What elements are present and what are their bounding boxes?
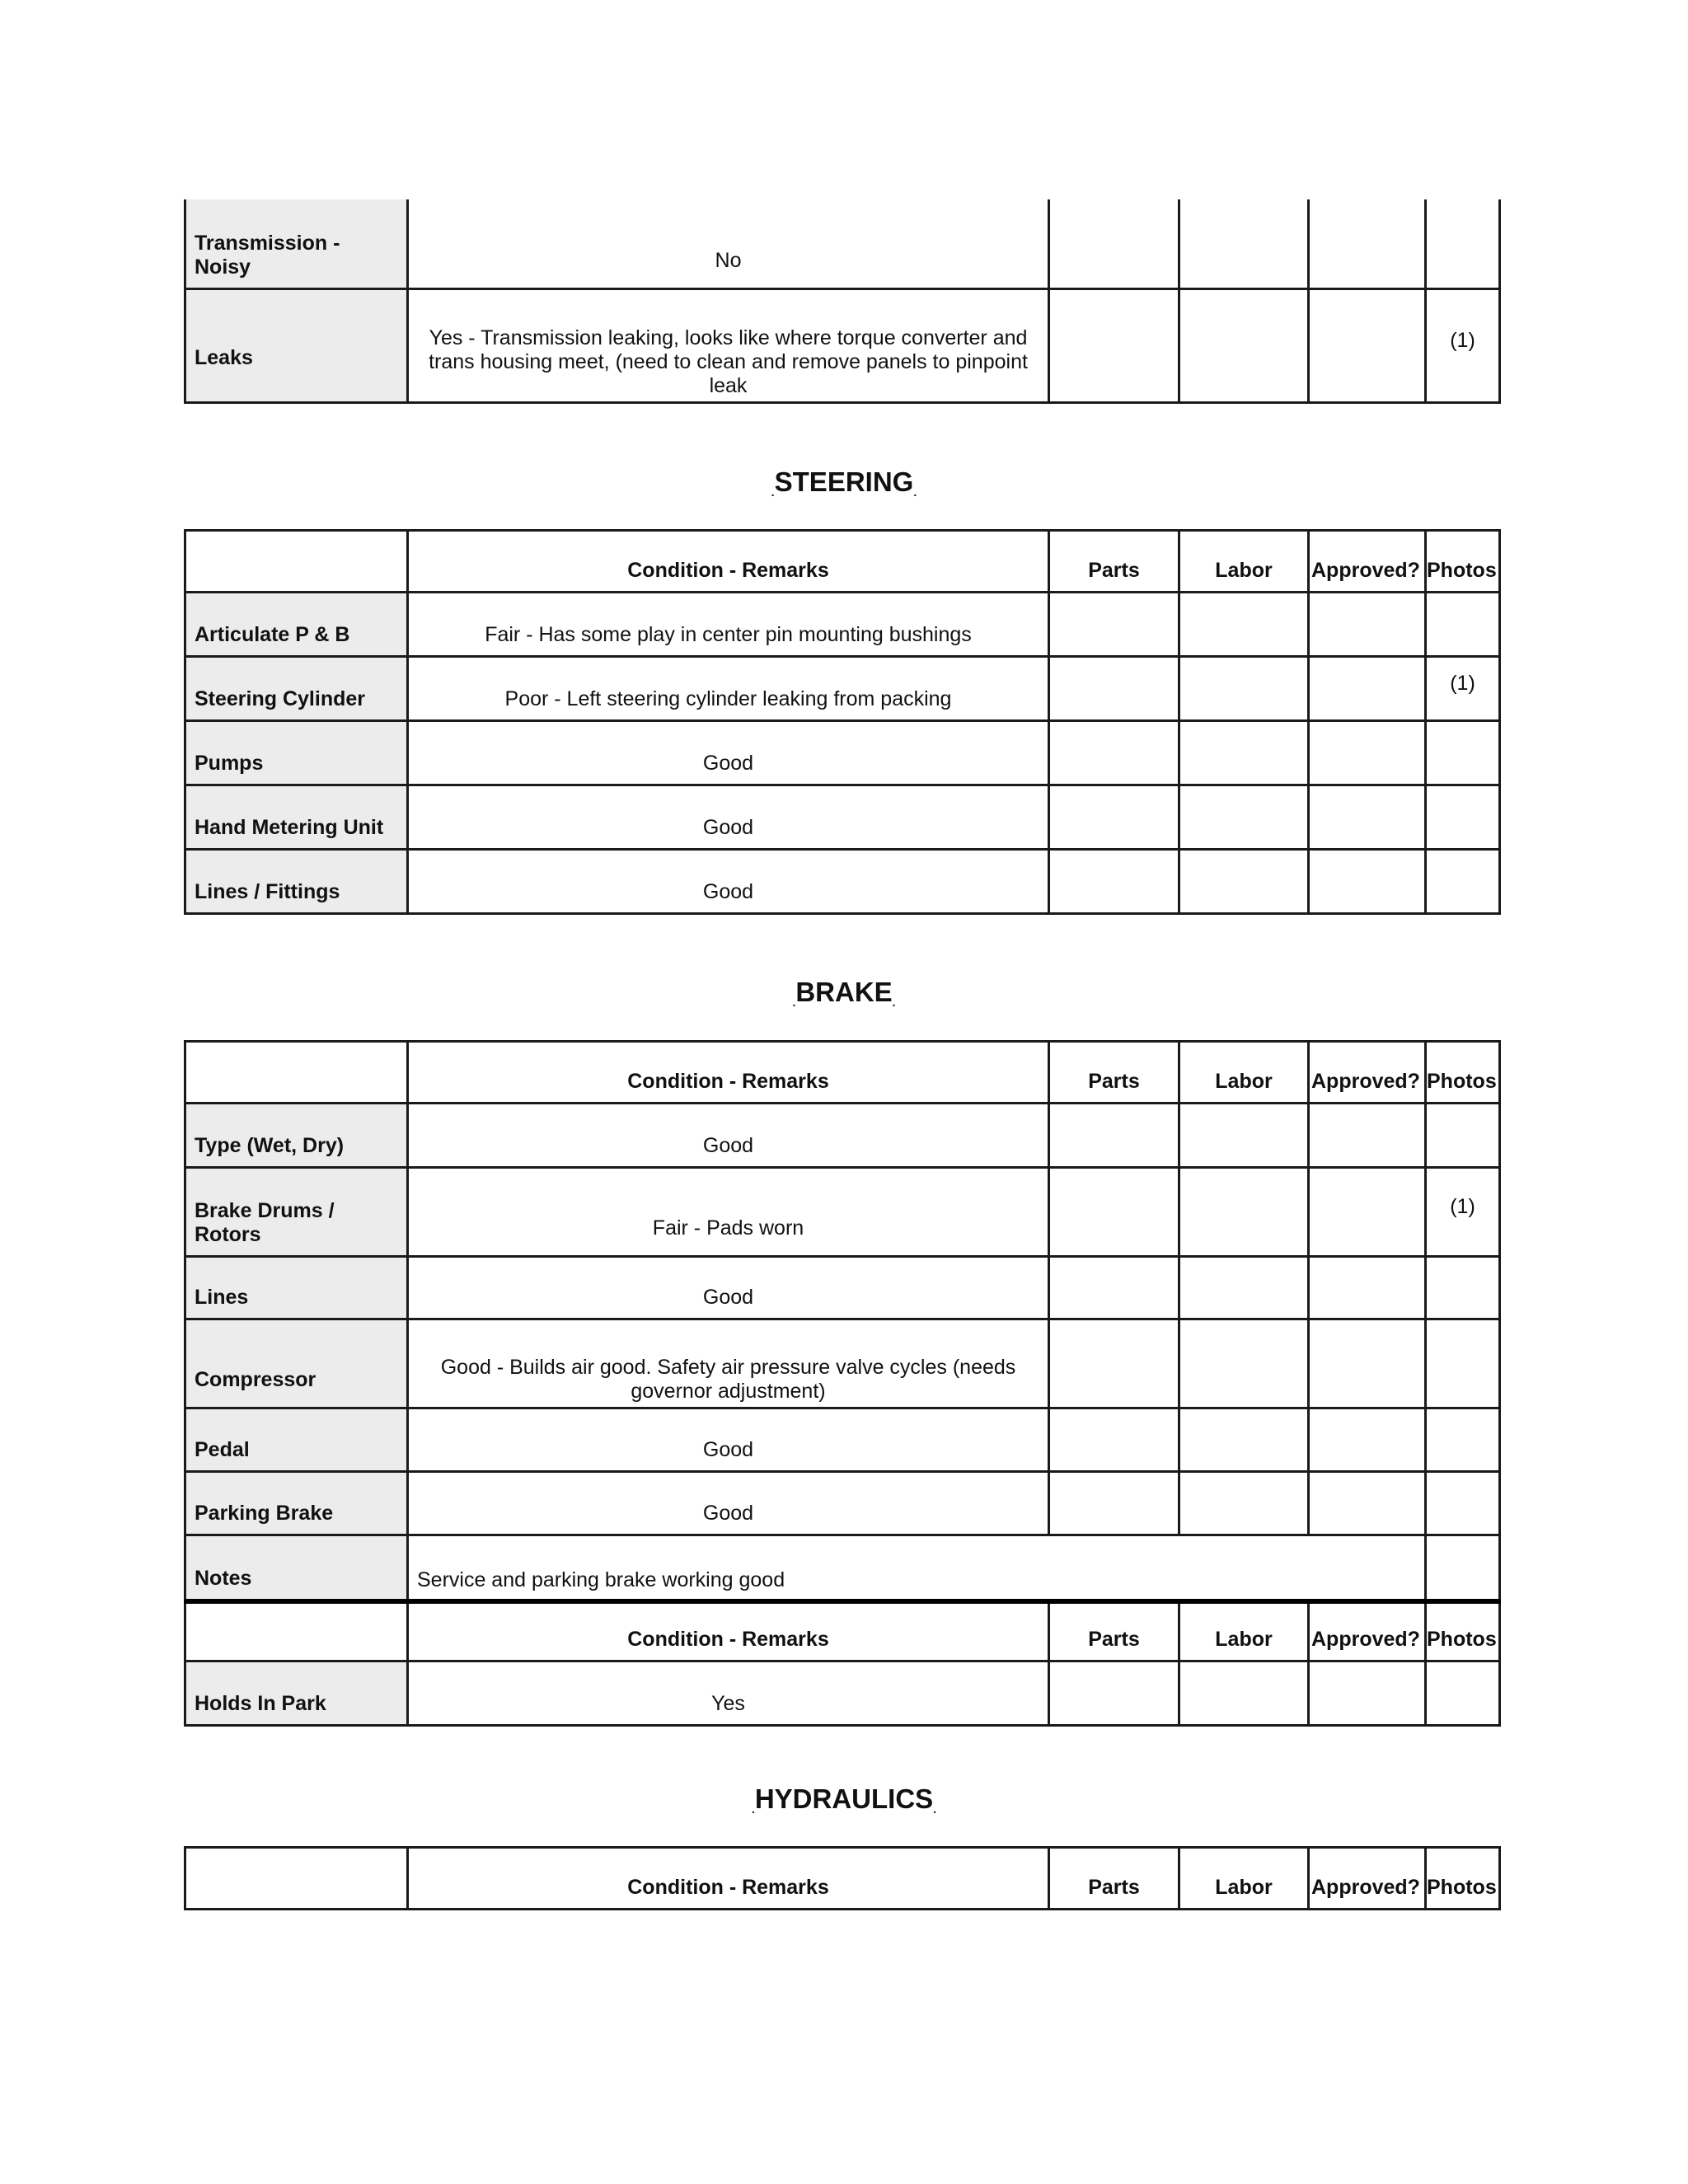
row-label: Holds In Park: [185, 1661, 408, 1726]
approved-header: Approved?: [1309, 531, 1426, 593]
labor-cell: [1179, 1257, 1309, 1319]
labor-cell: [1179, 1408, 1309, 1472]
labor-cell: [1179, 1661, 1309, 1726]
blank-header: [185, 531, 408, 593]
row-label: Lines: [185, 1257, 408, 1319]
approved-cell: [1309, 593, 1426, 657]
approved-cell: [1309, 1319, 1426, 1408]
approved-cell: [1309, 1661, 1426, 1726]
row-label: Pumps: [185, 721, 408, 785]
parts-cell: [1049, 1661, 1179, 1726]
photo-count: (1): [1450, 328, 1475, 352]
row-condition: Good: [408, 721, 1049, 785]
row-label: Type (Wet, Dry): [185, 1104, 408, 1168]
approved-cell: [1309, 657, 1426, 721]
parts-header: Parts: [1049, 1042, 1179, 1104]
photos-cell: [1426, 1408, 1500, 1472]
photos-cell: [1426, 1661, 1500, 1726]
row-label: Parking Brake: [185, 1472, 408, 1535]
parts-cell: [1049, 1319, 1179, 1408]
table-row: [185, 1257, 1500, 1319]
labor-header: Labor: [1179, 1042, 1309, 1104]
photos-cell: [1426, 721, 1500, 785]
approved-header: Approved?: [1309, 1042, 1426, 1104]
parts-cell: [1049, 593, 1179, 657]
row-label: Brake Drums / Rotors: [185, 1168, 408, 1257]
labor-cell: [1179, 721, 1309, 785]
parts-cell: [1049, 721, 1179, 785]
photos-cell: [1426, 1472, 1500, 1535]
approved-cell: [1309, 850, 1426, 914]
labor-cell: [1179, 288, 1309, 402]
photos-header: Photos: [1426, 1042, 1500, 1104]
labor-cell: [1179, 657, 1309, 721]
parts-cell: [1049, 199, 1179, 288]
approved-cell: [1309, 785, 1426, 850]
row-condition: Yes: [408, 1661, 1049, 1726]
table-row: [185, 657, 1500, 721]
photos-cell: [1426, 657, 1500, 721]
blank-header: [185, 1042, 408, 1104]
labor-cell: [1179, 1168, 1309, 1257]
photos-cell: [1426, 288, 1500, 402]
table-row: [185, 1104, 1500, 1168]
table-row: [185, 1472, 1500, 1535]
row-label: Lines / Fittings: [185, 850, 408, 914]
table-row: [185, 1168, 1500, 1257]
table-row: [185, 593, 1500, 657]
parts-cell: [1049, 1257, 1179, 1319]
photos-header: Photos: [1426, 1601, 1500, 1661]
photos-cell: [1426, 1319, 1500, 1408]
row-condition: Yes - Transmission leaking, looks like where torque converter and trans housing meet, (need to clean and remove panels to pinpoint leak: [408, 288, 1049, 402]
parts-cell: [1049, 1408, 1179, 1472]
labor-cell: [1179, 850, 1309, 914]
table-row: [185, 1319, 1500, 1408]
parts-header: Parts: [1049, 1601, 1179, 1661]
parts-header: Parts: [1049, 531, 1179, 593]
approved-cell: [1309, 1104, 1426, 1168]
header-row: [185, 1848, 1500, 1910]
condition-header: Condition - Remarks: [408, 531, 1049, 593]
labor-cell: [1179, 199, 1309, 288]
condition-header: Condition - Remarks: [408, 1848, 1049, 1910]
header-row: [185, 531, 1500, 593]
row-condition: Fair - Pads worn: [408, 1168, 1049, 1257]
notes-text: Service and parking brake working good: [408, 1535, 1426, 1601]
hydraulics-table: [184, 1846, 1501, 1910]
parts-cell: [1049, 1104, 1179, 1168]
row-label: Transmission - Noisy: [185, 199, 408, 288]
row-condition: Good: [408, 1104, 1049, 1168]
photos-cell: [1426, 1535, 1500, 1601]
notes-row: [185, 1535, 1500, 1601]
photos-cell: [1426, 199, 1500, 288]
table-row: [185, 850, 1500, 914]
table-row: [185, 721, 1500, 785]
photos-cell: [1426, 1104, 1500, 1168]
photos-header: Photos: [1426, 531, 1500, 593]
parts-cell: [1049, 850, 1179, 914]
parts-cell: [1049, 785, 1179, 850]
row-condition: Fair - Has some play in center pin mounting bushings: [408, 593, 1049, 657]
steering-table: [184, 529, 1501, 915]
row-condition: Poor - Left steering cylinder leaking from packing: [408, 657, 1049, 721]
labor-header: Labor: [1179, 1601, 1309, 1661]
row-label: Articulate P & B: [185, 593, 408, 657]
photos-cell: [1426, 785, 1500, 850]
table-row: [185, 1661, 1500, 1726]
notes-label: Notes: [185, 1535, 408, 1601]
transmission-table: [184, 199, 1501, 404]
row-condition: Good: [408, 1257, 1049, 1319]
table-row: [185, 288, 1500, 402]
approved-cell: [1309, 1168, 1426, 1257]
photos-header: Photos: [1426, 1848, 1500, 1910]
blank-header: [185, 1848, 408, 1910]
photo-count: (1): [1450, 1195, 1475, 1218]
labor-cell: [1179, 593, 1309, 657]
labor-header: Labor: [1179, 531, 1309, 593]
approved-cell: [1309, 1257, 1426, 1319]
labor-cell: [1179, 1104, 1309, 1168]
row-condition: Good - Builds air good. Safety air pressure valve cycles (needs governor adjustment): [408, 1319, 1049, 1408]
row-label: Pedal: [185, 1408, 408, 1472]
photos-cell: [1426, 593, 1500, 657]
parts-cell: [1049, 1168, 1179, 1257]
parts-cell: [1049, 657, 1179, 721]
approved-header: Approved?: [1309, 1601, 1426, 1661]
row-label: Compressor: [185, 1319, 408, 1408]
header-row: [185, 1601, 1500, 1661]
approved-header: Approved?: [1309, 1848, 1426, 1910]
parts-header: Parts: [1049, 1848, 1179, 1910]
approved-cell: [1309, 199, 1426, 288]
labor-cell: [1179, 785, 1309, 850]
row-condition: Good: [408, 1472, 1049, 1535]
parts-cell: [1049, 1472, 1179, 1535]
section-title-hydraulics: .HYDRAULICS.: [751, 1783, 937, 1816]
section-title-brake: .BRAKE.: [792, 977, 896, 1009]
photos-cell: [1426, 1257, 1500, 1319]
condition-header: Condition - Remarks: [408, 1601, 1049, 1661]
row-label: Leaks: [185, 288, 408, 402]
labor-cell: [1179, 1319, 1309, 1408]
photos-cell: [1426, 850, 1500, 914]
section-title-steering: .STEERING.: [771, 466, 917, 499]
row-condition: Good: [408, 850, 1049, 914]
row-condition: No: [408, 199, 1049, 288]
approved-cell: [1309, 1408, 1426, 1472]
row-condition: Good: [408, 785, 1049, 850]
blank-header: [185, 1601, 408, 1661]
row-label: Hand Metering Unit: [185, 785, 408, 850]
row-condition: Good: [408, 1408, 1049, 1472]
row-label: Steering Cylinder: [185, 657, 408, 721]
approved-cell: [1309, 721, 1426, 785]
approved-cell: [1309, 1472, 1426, 1535]
parts-cell: [1049, 288, 1179, 402]
photos-cell: [1426, 1168, 1500, 1257]
table-row: [185, 1408, 1500, 1472]
table-row: [185, 785, 1500, 850]
header-row: [185, 1042, 1500, 1104]
approved-cell: [1309, 288, 1426, 402]
brake-table: [184, 1040, 1501, 1727]
condition-header: Condition - Remarks: [408, 1042, 1049, 1104]
labor-header: Labor: [1179, 1848, 1309, 1910]
table-row: [185, 199, 1500, 288]
photo-count: (1): [1450, 672, 1475, 695]
labor-cell: [1179, 1472, 1309, 1535]
